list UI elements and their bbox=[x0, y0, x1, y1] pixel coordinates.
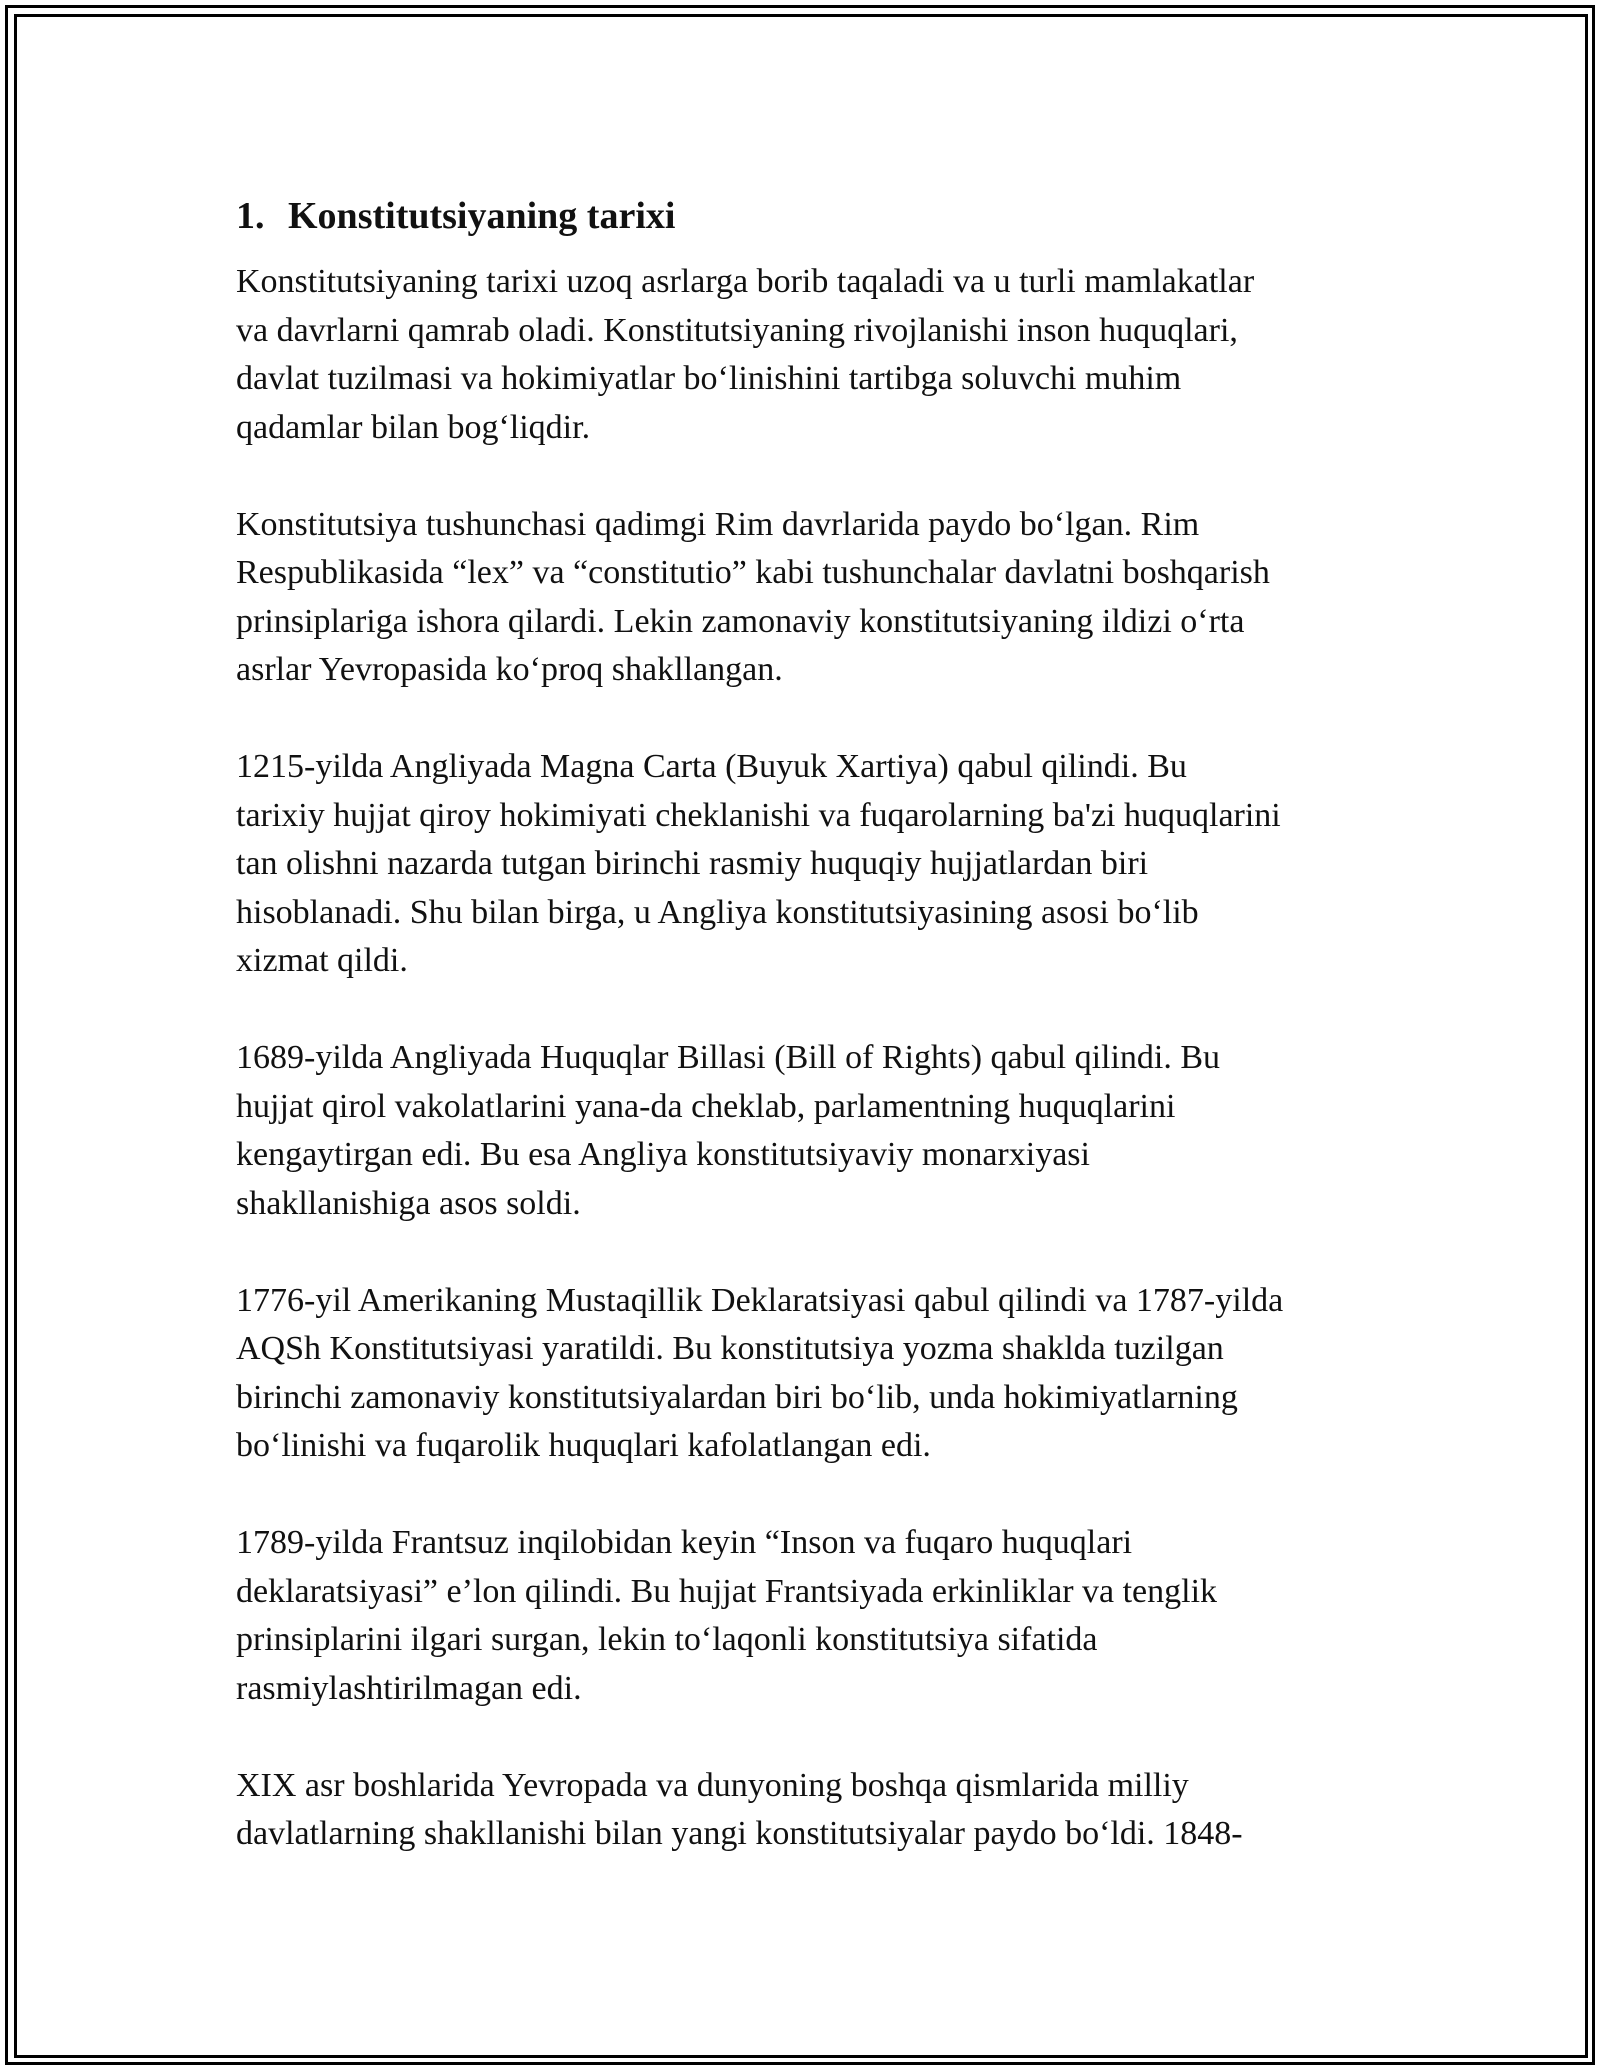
paragraph-line: tarixiy hujjat qiroy hokimiyati cheklanishi va fuqarolarning ba'zi huquqlarini bbox=[236, 796, 1281, 834]
section-number: 1. bbox=[236, 195, 265, 237]
paragraph-line: prinsiplariga ishora qilardi. Lekin zamonaviy konstitutsiyaning ildizi o‘rta bbox=[236, 602, 1245, 640]
paragraph-line: Respublikasida “lex” va “constitutio” kabi tushunchalar davlatni boshqarish bbox=[236, 554, 1270, 591]
paragraph bbox=[236, 1762, 1386, 1859]
paragraph bbox=[236, 1519, 1386, 1713]
section-heading bbox=[236, 188, 1386, 244]
paragraph-list bbox=[236, 258, 1386, 1859]
paragraph-line: qadamlar bilan bog‘liqdir. bbox=[236, 408, 591, 446]
paragraph bbox=[236, 501, 1386, 695]
paragraph bbox=[236, 1277, 1386, 1471]
paragraph-line: prinsiplarini ilgari surgan, lekin to‘laqonli konstitutsiya sifatida bbox=[236, 1621, 1098, 1658]
paragraph-line: 1215-yilda Angliyada Magna Carta (Buyuk Xartiya) qabul qilindi. Bu bbox=[236, 748, 1187, 785]
paragraph-line: davlatlarning shakllanishi bilan yangi konstitutsiyalar paydo bo‘ldi. 1848- bbox=[236, 1815, 1243, 1852]
paragraph-line: deklaratsiyasi” e’lon qilindi. Bu hujjat Frantsiyada erkinliklar va tenglik bbox=[236, 1572, 1218, 1610]
paragraph-line: bo‘linishi va fuqarolik huquqlari kafolatlangan edi. bbox=[236, 1427, 931, 1464]
paragraph-line: asrlar Yevropasida ko‘proq shakllangan. bbox=[236, 651, 783, 688]
paragraph-line: rasmiylashtirilmagan edi. bbox=[236, 1669, 582, 1707]
paragraph-line: 1689-yilda Angliyada Huquqlar Billasi (Bill of Rights) qabul qilindi. Bu bbox=[236, 1039, 1221, 1076]
paragraph-line: Konstitutsiyaning tarixi uzoq asrlarga borib taqaladi va u turli mamlakatlar bbox=[236, 263, 1255, 300]
paragraph-line: tan olishni nazarda tutgan birinchi rasmiy huquqiy hujjatlardan biri bbox=[236, 845, 1149, 882]
paragraph bbox=[236, 743, 1386, 986]
paragraph-line: davlat tuzilmasi va hokimiyatlar bo‘linishini tartibga soluvchi muhim bbox=[236, 360, 1182, 397]
paragraph-line: 1789-yilda Frantsuz inqilobidan keyin “Inson va fuqaro huquqlari bbox=[236, 1524, 1133, 1561]
section-title: Konstitutsiyaning tarixi bbox=[288, 195, 676, 237]
paragraph-line: Konstitutsiya tushunchasi qadimgi Rim davrlarida paydo bo‘lgan. Rim bbox=[236, 505, 1200, 543]
paragraph bbox=[236, 1034, 1386, 1228]
paragraph-line: va davrlarni qamrab oladi. Konstitutsiyaning rivojlanishi inson huquqlari, bbox=[236, 311, 1238, 349]
paragraph-line: hisoblanadi. Shu bilan birga, u Angliya konstitutsiyasining asosi bo‘lib bbox=[236, 893, 1199, 931]
paragraph-line: AQSh Konstitutsiyasi yaratildi. Bu konstitutsiya yozma shaklda tuzilgan bbox=[236, 1330, 1224, 1367]
paragraph-line: kengaytirgan edi. Bu esa Angliya konstitutsiyaviy monarxiyasi bbox=[236, 1136, 1090, 1173]
paragraph-line: birinchi zamonaviy konstitutsiyalardan biri bo‘lib, unda hokimiyatlarning bbox=[236, 1378, 1238, 1416]
paragraph bbox=[236, 258, 1386, 452]
paragraph-line: 1776-yil Amerikaning Mustaqillik Deklaratsiyasi qabul qilindi va 1787-yilda bbox=[236, 1281, 1284, 1319]
paragraph-line: xizmat qildi. bbox=[236, 942, 408, 979]
paragraph-line: hujjat qirol vakolatlarini yana-da cheklab, parlamentning huquqlarini bbox=[236, 1087, 1176, 1125]
paragraph-line: XIX asr boshlarida Yevropada va dunyoning boshqa qismlarida milliy bbox=[236, 1766, 1189, 1804]
document-body bbox=[236, 188, 1386, 1907]
paragraph-line: shakllanishiga asos soldi. bbox=[236, 1184, 581, 1222]
